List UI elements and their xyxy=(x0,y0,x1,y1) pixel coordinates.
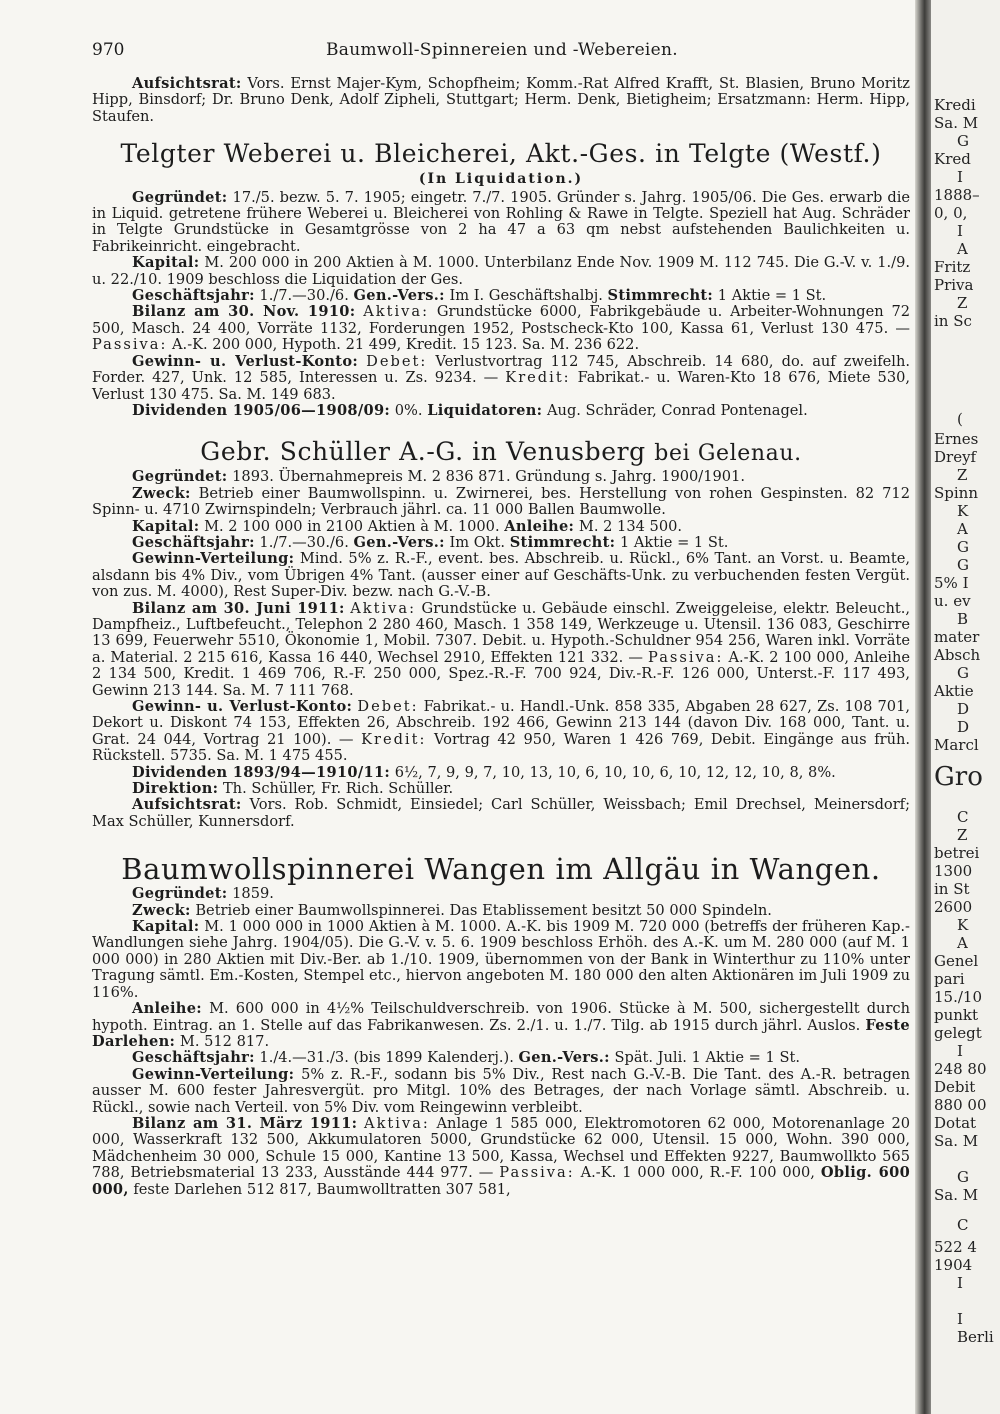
wangen-p6-text: 5% z. R.-F., sodann bis 5% Div., Rest nach G.-V.-B. Die Tant. des A.-R. betragen ausser M. 600 fester Jahresvergüt. pro Mitgl. 10% des Betrages, der nach Vorlage sämtl. Abschreib. u. Rückl., sowie nach Verteil. von 5% Div. vom Reingewinn verbleibt. xyxy=(92,1065,910,1116)
schueller-p5-label: Gewinn-Verteilung: xyxy=(132,550,295,568)
schueller-kapital xyxy=(92,519,910,535)
edge-fragment: pari xyxy=(934,970,965,988)
schueller-gewinn-verlust xyxy=(92,699,910,765)
page-header xyxy=(92,40,912,64)
edge-fragment: Dotat xyxy=(934,1114,977,1132)
edge-fragment: C xyxy=(957,1216,969,1234)
edge-fragment: A xyxy=(957,520,968,538)
wangen-p7-text2: A.-K. 1 000 000, R.-F. 100 000, xyxy=(580,1164,815,1182)
edge-fragment: gelegt xyxy=(934,1024,982,1042)
telgte-p6-label1: Dividenden 1905/06—1908/09: xyxy=(132,401,391,419)
schueller-p3-text1: M. 2 100 000 in 2100 Aktien à M. 1000. xyxy=(204,517,500,535)
edge-fragment: 2600 xyxy=(934,898,973,916)
edge-fragment: 5% I xyxy=(934,574,969,592)
edge-fragment: K xyxy=(957,502,969,520)
schueller-p7-text2: Vortrag 42 950, Waren 1 426 769, Debit. Eingänge aus früh. Rückstell. 5735. Sa. M. 1 475 455. xyxy=(92,730,911,765)
telgte-p6-text1: 0%. xyxy=(394,401,423,419)
telgte-p4-label: Bilanz am 30. Nov. 1910: xyxy=(132,303,356,321)
telgte-p3-text2: Im I. Geschäftshalbj. xyxy=(449,287,603,305)
telgte-p2-text: M. 200 000 in 200 Aktien à M. 1000. Unterbilanz Ende Nov. 1909 M. 112 745. Die G.-V. v. 1./9. u. 22./10. 1909 beschloss die Liquidation der Ges. xyxy=(92,254,910,288)
wangen-p3-label: Kapital: xyxy=(132,918,200,936)
edge-fragment: Gro xyxy=(934,762,983,792)
schueller-p6-label: Bilanz am 30. Juni 1911: xyxy=(132,599,345,617)
wangen-p5-text1: 1./4.—31./3. (bis 1899 Kalenderj.). xyxy=(259,1049,514,1067)
telgte-debet-label: Debet: xyxy=(366,352,428,370)
telgte-p3-label2: Gen.-Vers.: xyxy=(353,287,445,305)
telgte-p6-text2: Aug. Schräder, Conrad Pontenagel. xyxy=(547,401,808,419)
telgte-p3-text3: 1 Aktie = 1 St. xyxy=(717,287,827,305)
schueller-p7-label: Gewinn- u. Verlust-Konto: xyxy=(132,698,353,715)
schueller-debet-label: Debet: xyxy=(357,698,419,715)
book-gutter xyxy=(915,0,931,1414)
schueller-p4-text2: Im Okt. xyxy=(449,533,506,551)
schueller-p8-text: 6½, 7, 9, 9, 7, 10, 13, 10, 6, 10, 10, 6, 10, 12, 12, 10, 8, 8%. xyxy=(394,763,836,781)
edge-fragment: Priva xyxy=(934,276,974,294)
edge-fragment: I xyxy=(957,222,963,240)
telgte-p4-text2: A.-K. 200 000, Hypoth. 21 499, Kredit. 15 123. Sa. M. 236 622. xyxy=(172,336,640,354)
edge-fragment: Z xyxy=(957,826,968,844)
page-content xyxy=(92,76,910,1198)
edge-fragment: u. ev xyxy=(934,592,971,610)
schueller-p2-label: Zweck: xyxy=(132,484,191,502)
schueller-passiva-label: Passiva: xyxy=(648,648,724,666)
wangen-p1-text: 1859. xyxy=(232,885,274,903)
schueller-geschaeftsjahr xyxy=(92,535,910,551)
edge-fragment: 1904 xyxy=(934,1256,973,1274)
wangen-p5-label2: Gen.-Vers.: xyxy=(518,1049,610,1067)
edge-fragment: A xyxy=(957,934,968,952)
schueller-gegruendet xyxy=(92,469,910,485)
edge-fragment: Dreyf xyxy=(934,448,977,466)
telgte-kapital xyxy=(92,255,910,288)
edge-fragment: D xyxy=(957,718,970,736)
telgte-dividenden xyxy=(92,403,910,419)
edge-fragment: Genel xyxy=(934,952,979,970)
schueller-p10-label: Aufsichtsrat: xyxy=(132,796,242,814)
edge-fragment: K xyxy=(957,916,969,934)
edge-fragment: Spinn xyxy=(934,484,978,502)
schueller-dividenden xyxy=(92,765,910,781)
wangen-passiva-label: Passiva: xyxy=(499,1164,575,1182)
wangen-kapital xyxy=(92,919,910,1001)
telgte-p5-text2: Fabrikat.- u. Waren-Kto 18 676, Miete 530, Verlust 130 475. Sa. M. 149 683. xyxy=(92,369,911,403)
schueller-p10-text: Vors. Rob. Schmidt, Einsiedel; Carl Schüller, Weissbach; Emil Drechsel, Meinersdorf; Max Schüller, Kunnersdorf. xyxy=(92,796,910,830)
edge-fragment: Berli xyxy=(957,1328,994,1346)
edge-fragment: 248 80 xyxy=(934,1060,987,1078)
schueller-p3-text2: M. 2 134 500. xyxy=(578,517,683,535)
telgte-p6-label2: Liquidatoren: xyxy=(427,401,543,419)
edge-fragment: B xyxy=(957,610,969,628)
edge-fragment: Ernes xyxy=(934,430,979,448)
intro-label: Aufsichtsrat: xyxy=(132,75,242,92)
schueller-gewinn-verteilung xyxy=(92,551,910,600)
edge-fragment: Debit xyxy=(934,1078,976,1096)
telgte-p1-label: Gegründet: xyxy=(132,188,228,206)
wangen-p5-text3: 1 Aktie = 1 St. xyxy=(691,1049,800,1067)
schueller-p5-text: Mind. 5% z. R.-F., event. bes. Abschreib. u. Rückl., 6% Tant. an Vorst. u. Beamte, alsdann bis 4% Div., vom Übrigen 4% Tant. (ausser einer auf Geschäfts-Unk. zu verbuchenden festen Vergüt. von zus. M. 4000), Rest Super-Div. bezw. nach G.-V.-B. xyxy=(92,550,910,601)
telgte-aktiva-label: Aktiva: xyxy=(363,303,430,321)
schueller-p8-label: Dividenden 1893/94—1910/11: xyxy=(132,763,391,781)
schueller-p9-label: Direktion: xyxy=(132,780,219,798)
wangen-anleihe xyxy=(92,1001,910,1050)
edge-fragment: 0, 0, xyxy=(934,204,968,222)
edge-fragment: Z xyxy=(957,294,968,312)
schueller-title: Gebr. Schüller A.-G. in Venusberg xyxy=(200,437,646,467)
page-number: 970 xyxy=(92,40,125,60)
adjacent-page-edge xyxy=(931,0,1000,1414)
telgte-p5-label: Gewinn- u. Verlust-Konto: xyxy=(132,352,359,370)
wangen-p2-text: Betrieb einer Baumwollspinnerei. Das Etablissement besitzt 50 000 Spindeln. xyxy=(195,901,772,919)
wangen-p4-text1: M. 600 000 in 4½% Teilschuldverschreib. von 1906. Stücke à M. 500, sichergestellt durch hypoth. Eintrag. an 1. Stelle auf das Fabrikanwesen. Zs. 2./1. u. 1./7. Tilg. ab 1915 durch jährl. Auslos. xyxy=(92,1000,910,1034)
telgte-passiva-label: Passiva: xyxy=(92,336,168,354)
telgte-gegruendet xyxy=(92,190,910,256)
edge-fragment: 15./10 xyxy=(934,988,982,1006)
wangen-p7-text3: feste Darlehen 512 817, Baumwolltratten 307 581, xyxy=(133,1180,511,1198)
schueller-p1-text: 1893. Übernahmepreis M. 2 836 871. Gründung s. Jahrg. 1900/1901. xyxy=(232,468,745,486)
wangen-p4-text2: M. 512 817. xyxy=(179,1032,270,1050)
edge-fragment: D xyxy=(957,700,970,718)
schueller-p3-label2: Anleihe: xyxy=(504,517,575,535)
wangen-p6-label: Gewinn-Verteilung: xyxy=(132,1065,295,1083)
schueller-p9-text: Th. Schüller, Fr. Rich. Schüller. xyxy=(222,780,454,798)
wangen-aktiva-label: Aktiva: xyxy=(364,1114,430,1132)
schueller-p7-text1: Fabrikat.- u. Handl.-Unk. 858 335, Abgaben 28 627, Zs. 108 701, Dekort u. Diskont 74 153, Effekten 26, Abschreib. 192 466, Gewinn 213 144 (davon Div. 168 000, Tant. u. Grat. 24 044, Vortrag 21 100). — xyxy=(92,698,911,748)
wangen-p5-label1: Geschäftsjahr: xyxy=(132,1049,255,1067)
wangen-bilanz xyxy=(92,1116,910,1198)
edge-fragment: in St xyxy=(934,880,970,898)
edge-fragment: mater xyxy=(934,628,980,646)
edge-fragment: in Sc xyxy=(934,312,972,330)
schueller-aufsichtsrat xyxy=(92,797,910,830)
edge-fragment: I xyxy=(957,1042,963,1060)
schueller-p4-label3: Stimmrecht: xyxy=(509,533,616,551)
telgte-p5-text1: Verlustvortrag 112 745, Abschreib. 14 680, do. auf zweifelh. Forder. 427, Unk. 12 585, Interessen u. Zs. 9234. — xyxy=(92,352,911,387)
wangen-geschaeftsjahr xyxy=(92,1050,910,1066)
edge-fragment: G xyxy=(957,664,969,682)
schueller-aktiva-label: Aktiva: xyxy=(350,599,417,617)
wangen-p7-text1: Anlage 1 585 000, Elektromotoren 62 000, Motorenanlage 20 000, Wasserkraft 132 500, Akkumulatoren 5000, Grundstücke 62 000, Utensil. 15 000, Wohn. 390 000, Mädchenheim 30 000, Schule 15 000, Kantine 13 500, Kassa, Wechsel und Effekten 9227, Baumwollkto 565 788, Betriebsmaterial 13 233, Ausstände 444 977. — xyxy=(92,1114,911,1182)
schueller-p6-text2: A.-K. 2 100 000, Anleihe 2 134 500, Kredit. 1 469 706, R.-F. 250 000, Spez.-R.-F. 700 924, Div.-R.-F. 126 000, Unterst.-F. 117 493, Gewinn 213 144. Sa. M. 7 111 768. xyxy=(92,648,911,699)
edge-fragment: Z xyxy=(957,466,968,484)
schueller-p2-text: Betrieb einer Baumwollspinn. u. Zwirnerei, bes. Herstellung von rohen Gespinsten. 82 712 Spinn- u. 4710 Zwirnspindeln; Verbrauch jährl. ca. 11 000 Ballen Baumwolle. xyxy=(92,484,911,519)
telgte-status: (In Liquidation.) xyxy=(418,171,584,188)
schueller-title-line xyxy=(92,437,910,469)
telgte-geschaeftsjahr xyxy=(92,288,910,304)
wangen-p4-label2: Feste Darlehen: xyxy=(92,1016,910,1050)
telgte-p3-text1: 1./7.—30./6. xyxy=(259,287,349,305)
schueller-p4-text1: 1./7.—30./6. xyxy=(259,533,349,551)
edge-fragment: Sa. M xyxy=(934,1186,979,1204)
edge-fragment: Kred xyxy=(934,150,971,168)
wangen-p1-label: Gegründet: xyxy=(132,885,228,903)
schueller-p4-text3: 1 Aktie = 1 St. xyxy=(619,533,729,551)
telgte-bilanz xyxy=(92,304,910,353)
telgte-kredit-label: Kredit: xyxy=(505,369,571,387)
edge-fragment: Absch xyxy=(934,646,981,664)
telgte-p2-label: Kapital: xyxy=(132,254,200,272)
edge-fragment: C xyxy=(957,808,969,826)
schueller-p3-label1: Kapital: xyxy=(132,517,200,535)
wangen-p2-label: Zweck: xyxy=(132,901,191,919)
telgte-p4-text1: Grundstücke 6000, Fabrikgebäude u. Arbeiter-Wohnungen 72 500, Masch. 24 400, Vorräte 1132, Forderungen 1952, Postscheck-Kto 100, Kassa 61, Verlust 130 475. — xyxy=(92,303,911,337)
schueller-title-suffix: bei Gelenau. xyxy=(654,441,802,467)
schueller-p1-label: Gegründet: xyxy=(132,468,228,486)
schueller-direktion xyxy=(92,781,910,797)
edge-fragment: Fritz xyxy=(934,258,971,276)
edge-fragment: Aktie xyxy=(934,682,974,700)
edge-fragment: betrei xyxy=(934,844,980,862)
running-title: Baumwoll-Spinnereien und -Webereien. xyxy=(326,40,678,60)
wangen-p3-text: M. 1 000 000 in 1000 Aktien à M. 1000. A.-K. bis 1909 M. 720 000 (betreffs der früheren Kap.-Wandlungen siehe Jahrg. 1904/05). Die G.-V. v. 5. 6. 1909 beschloss Erhöh. des A.-K. um M. 280 000 (auf M. 1 000 000) in 280 Aktien mit Div.-Ber. ab 1./10. 1909, übernommen von der Bank in Winterthur zu 110% unter Tragung sämtl. Em.-Kosten, Stempel etc., hiervon angeboten M. 180 000 den alten Aktionären im Juli 1909 zu 116%. xyxy=(92,918,910,1001)
intro-text: Vors. Ernst Majer-Kym, Schopfheim; Komm.-Rat Alfred Krafft, St. Blasien, Bruno Moritz Hipp, Binsdorf; Dr. Bruno Denk, Adolf Zipheli, Stuttgart; Herm. Denk, Bietigheim; Ersatzmann: Herm. Hipp, Staufen. xyxy=(92,75,911,125)
wangen-p5-text2: Spät. Juli. xyxy=(614,1049,687,1067)
edge-fragment: I xyxy=(957,168,963,186)
edge-fragment: G xyxy=(957,556,969,574)
edge-fragment: Sa. M xyxy=(934,1132,979,1150)
edge-fragment: I xyxy=(957,1310,963,1328)
telgte-gewinn-verlust xyxy=(92,354,910,403)
schueller-p4-label1: Geschäftsjahr: xyxy=(132,533,255,551)
telgte-p1-text: 17./5. bezw. 5. 7. 1905; eingetr. 7./7. 1905. Gründer s. Jahrg. 1905/06. Die Ges. erwarb die in Liquid. getretene frühere Weberei u. Bleicherei von Rohling & Rawe in Telgte. Speziell hat Aug. Schräder in Telgte Grundstücke in Gesamtgrösse von 2 ha 47 a 63 qm nebst aufstehenden Baulichkeiten u. Fabrikeinricht. eingebracht. xyxy=(92,188,911,255)
schueller-kredit-label: Kredit: xyxy=(361,730,427,748)
edge-fragment: G xyxy=(957,1168,969,1186)
schueller-p6-text1: Grundstücke u. Gebäude einschl. Zweiggeleise, elektr. Beleucht., Dampfheiz., Luftbefeucht., Telephon 2 280 460, Masch. 1 358 149, Werkzeuge u. Utensil. 136 083, Geschirre 13 699, Feuerwehr 5510, Ökonomie 1, Mobil. 7307. Debit. u. Hypoth.-Schuldner 954 256, Waren inkl. Vorräte a. Material. 2 215 616, Kassa 16 440, Wechsel 2910, Effekten 121 332. — xyxy=(92,599,911,666)
wangen-gewinn-verteilung xyxy=(92,1067,910,1116)
schueller-zweck xyxy=(92,486,910,519)
edge-fragment: Marcl xyxy=(934,736,979,754)
edge-fragment: ( xyxy=(957,410,963,428)
edge-fragment: G xyxy=(957,538,969,556)
edge-fragment: G xyxy=(957,132,969,150)
edge-fragment: A xyxy=(957,240,968,258)
intro-aufsichtsrat xyxy=(92,76,910,125)
telgte-p3-label3: Stimmrecht: xyxy=(607,287,714,305)
wangen-zweck xyxy=(92,903,910,919)
edge-fragment: Kredi xyxy=(934,96,976,114)
schueller-bilanz xyxy=(92,601,910,699)
edge-fragment: 880 00 xyxy=(934,1096,987,1114)
wangen-p4-label: Anleihe: xyxy=(132,1000,202,1018)
edge-fragment: Sa. M xyxy=(934,114,979,132)
schueller-p4-label2: Gen.-Vers.: xyxy=(353,533,445,551)
wangen-gegruendet xyxy=(92,886,910,902)
edge-fragment: I xyxy=(957,1274,963,1292)
edge-fragment: 1300 xyxy=(934,862,973,880)
wangen-p7-label2: Oblig. 600 000, xyxy=(92,1164,911,1198)
wangen-p7-label: Bilanz am 31. März 1911: xyxy=(132,1114,358,1132)
telgte-title: Telgter Weberei u. Bleicherei, Akt.-Ges. in Telgte (Westf.) xyxy=(120,139,882,169)
wangen-title: Baumwollspinnerei Wangen im Allgäu in Wangen. xyxy=(121,852,881,887)
edge-fragment: 1888– xyxy=(934,186,980,204)
telgte-p3-label1: Geschäftsjahr: xyxy=(132,287,255,305)
edge-fragment: punkt xyxy=(934,1006,979,1024)
edge-fragment: 522 4 xyxy=(934,1238,977,1256)
